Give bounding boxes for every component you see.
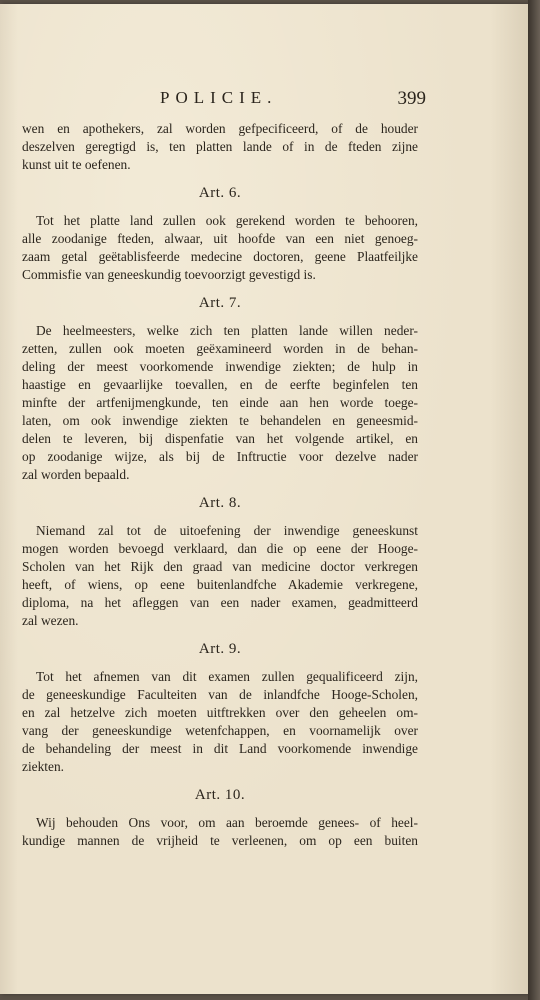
article-heading: Art. 10.: [194, 787, 246, 803]
paragraph: [22, 212, 418, 284]
text-line: minfte der artfenijmengkunde, ten einde aan hen worde toege-: [22, 395, 418, 410]
paragraph: [22, 120, 418, 174]
text-line: Commisfie van geneeskundig toevoorzigt gevestigd is.: [22, 267, 316, 282]
text-line: zal wezen.: [22, 613, 79, 628]
paragraph: [22, 522, 418, 630]
text-line: deszelven geregtigd is, ten platten lande of in de fteden zijne: [22, 139, 418, 154]
article-heading: Art. 7.: [198, 295, 242, 311]
text-line: deling der meest voorkomende inwendige ziekten; de hulp in: [22, 359, 418, 374]
article-heading: Art. 9.: [198, 641, 242, 657]
page-text-body: [22, 120, 418, 850]
text-line: kundige mannen de vrijheid te verleenen, om op een buiten: [22, 833, 418, 848]
text-line: zaam getal geëtablisfeerde medecine doctoren, geene Plaatfeiljke: [22, 249, 418, 264]
text-line: heeft, of wiens, op eene buitenlandfche Akademie verkregene,: [22, 577, 418, 592]
book-page: [0, 4, 528, 994]
text-line: de behandeling der meest in dit Land voorkomende inwendige: [22, 741, 418, 756]
text-line: Niemand zal tot de uitoefening der inwendige geneeskunst: [36, 523, 418, 538]
text-line: haastige en gevaarlijke toevallen, en de eerfte beginfelen ten: [22, 377, 418, 392]
text-line: en zal hetzelve zich moeten uitftrekken over den geheelen om-: [22, 705, 418, 720]
text-line: De heelmeesters, welke zich ten platten lande willen neder-: [36, 323, 418, 338]
article-heading: Art. 6.: [198, 185, 242, 201]
book-gutter: [528, 0, 540, 1000]
text-line: kunst uit te oefenen.: [22, 157, 131, 172]
text-line: zal worden bepaald.: [22, 467, 130, 482]
text-line: de geneeskundige Faculteiten van de inlandfche Hooge-Scholen,: [22, 687, 418, 702]
text-line: delen te leveren, bij dispenfatie van het volgende artikel, en: [22, 431, 418, 446]
text-line: zetten, zullen ook moeten geëxamineerd worden in de behan-: [22, 341, 418, 356]
article-heading: Art. 8.: [198, 495, 242, 511]
text-line: Scholen van het Rijk den graad van medicine doctor verkregen: [22, 559, 418, 574]
page-number: 399: [397, 88, 426, 109]
paragraph: [22, 814, 418, 850]
paragraph: [22, 668, 418, 776]
text-line: wen en apothekers, zal worden gefpecificeerd, of de houder: [22, 121, 418, 136]
text-line: alle zoodanige fteden, alwaar, uit hoofde van een niet genoeg-: [22, 231, 418, 246]
text-line: op zoodanige wijze, als bij de Inftructie voor dezelve nader: [22, 449, 418, 464]
text-line: Tot het afnemen van dit examen zullen gequalificeerd zijn,: [36, 669, 418, 684]
text-line: Wij behouden Ons voor, om aan beroemde genees- of heel-: [36, 815, 418, 830]
text-line: vang der geneeskundige wetenfchappen, en voornamelijk over: [22, 723, 418, 738]
text-line: Tot het platte land zullen ook gerekend worden te behooren,: [36, 213, 418, 228]
running-title: POLICIE.: [160, 88, 278, 107]
text-line: laten, om ook inwendige ziekten te behandelen en geneesmid-: [22, 413, 418, 428]
running-head: [22, 88, 426, 110]
paragraph: [22, 322, 418, 484]
text-line: mogen worden bevoegd verklaard, dan die op eene der Hooge-: [22, 541, 418, 556]
text-line: diploma, na het afleggen van een nader examen, geadmitteerd: [22, 595, 418, 610]
text-line: ziekten.: [22, 759, 65, 774]
